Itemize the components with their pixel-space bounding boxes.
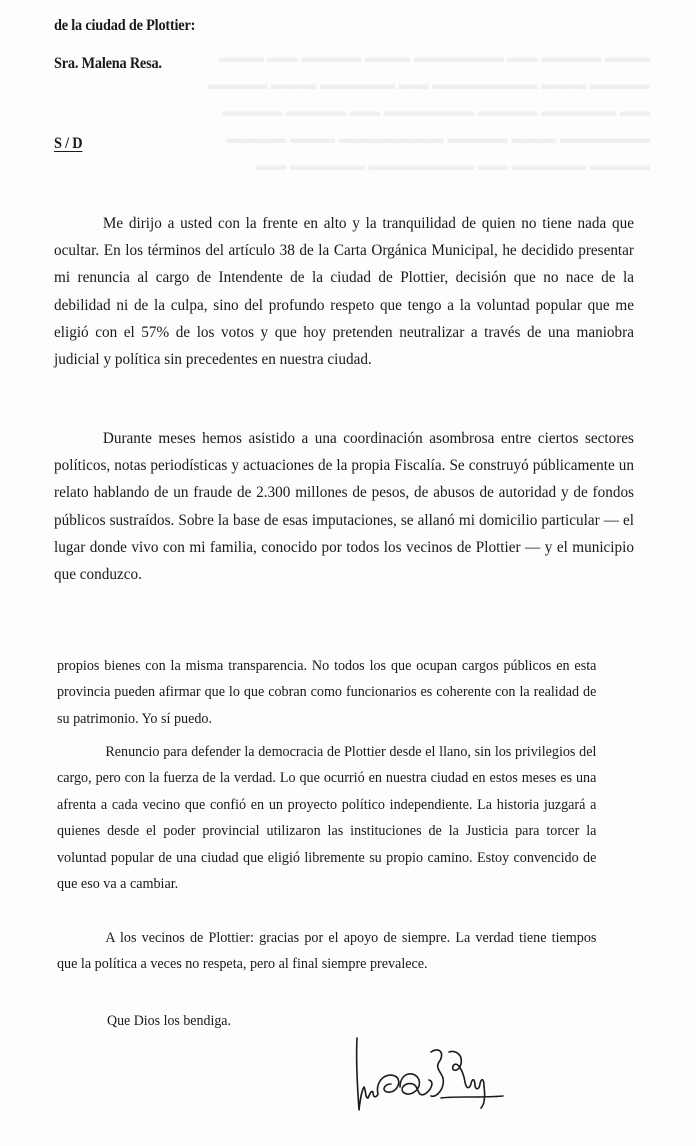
paragraph-3: propios bienes con la misma transparencia. No todos los que ocupan cargos públicos en esta provincia pueden afirmar que lo que cobran como funcionarios es coherente con la realidad de su patrimonio. Yo sí puedo. bbox=[57, 657, 597, 727]
recipient-line: de la ciudad de Plottier: bbox=[54, 17, 196, 34]
recipient-name: Sra. Malena Resa. bbox=[54, 55, 162, 72]
paragraph-1: Me dirijo a usted con la frente en alto y la tranquilidad de quien no tiene nada que ocultar. En los términos del artículo 38 de la Carta Orgánica Municipal, he decidido presentar mi renuncia al cargo de Intendente de la ciudad de Plottier, decisión que no nace de la debilidad ni de la culpa, sino del profundo respeto que tengo a la voluntad popular que me eligió con el 57% de los votos y que hoy pretenden neutralizar a través de una maniobra judicial y política sin precedentes en nuestra ciudad. bbox=[54, 214, 634, 369]
closing-line: Que Dios los bendiga. bbox=[107, 1013, 231, 1029]
paragraph-4: Renuncio para defender la democracia de Plottier desde el llano, sin los privilegios del cargo, pero con la fuerza de la verdad. Lo que ocurrió en nuestra ciudad en estos meses es una afrenta a cada vecino que confió en un proyecto político independiente. La historia juzgará a quienes desde el poder provincial utilizaron las instituciones de la Justicia para torcer la voluntad popular de una ciudad que eligió libremente su propio camino. Estoy convencido de que eso va a cambiar. bbox=[57, 743, 597, 893]
signature-icon bbox=[345, 1032, 520, 1117]
paragraph-5: A los vecinos de Plottier: gracias por el apoyo de siempre. La verdad tiene tiempos que la política a veces no respeta, pero al final siempre prevalece. bbox=[57, 929, 597, 973]
paragraph-2: Durante meses hemos asistido a una coordinación asombrosa entre ciertos sectores políticos, notas periodísticas y actuaciones de la propia Fiscalía. Se construyó públicamente un relato hablando de un fraude de 2.300 millones de pesos, de abusos de autoridad y de fondos públicos sustraídos. Sobre la base de esas imputaciones, se allanó mi domicilio particular — el lugar donde vivo con mi familia, conocido por todos los vecinos de Plottier — y el municipio que conduzco. bbox=[54, 429, 634, 584]
show-through-text: ▬▬▬ ▬▬▬▬ ▬▬ ▬▬▬▬▬▬ ▬▬▬ ▬▬▬▬ ▬▬ ▬▬▬ ▬▬▬▬ ▬▬▬ ▬▬▬▬▬▬▬ ▬▬ ▬▬▬▬▬ ▬▬▬ ▬▬▬▬ ▬▬ ▬▬▬▬▬ ▬▬▬▬ ▬▬▬▬▬▬ ▬▬ ▬▬▬▬ ▬▬▬▬ ▬▬▬▬▬▬ ▬▬▬ ▬▬▬▬ ▬▬▬▬▬▬▬ ▬▬▬ ▬▬▬▬ ▬▬▬▬ ▬▬▬▬▬ ▬▬ ▬▬▬▬▬▬▬ ▬▬▬▬▬ ▬▬ bbox=[207, 50, 650, 174]
salutation-abbrev: S / D bbox=[54, 135, 83, 152]
